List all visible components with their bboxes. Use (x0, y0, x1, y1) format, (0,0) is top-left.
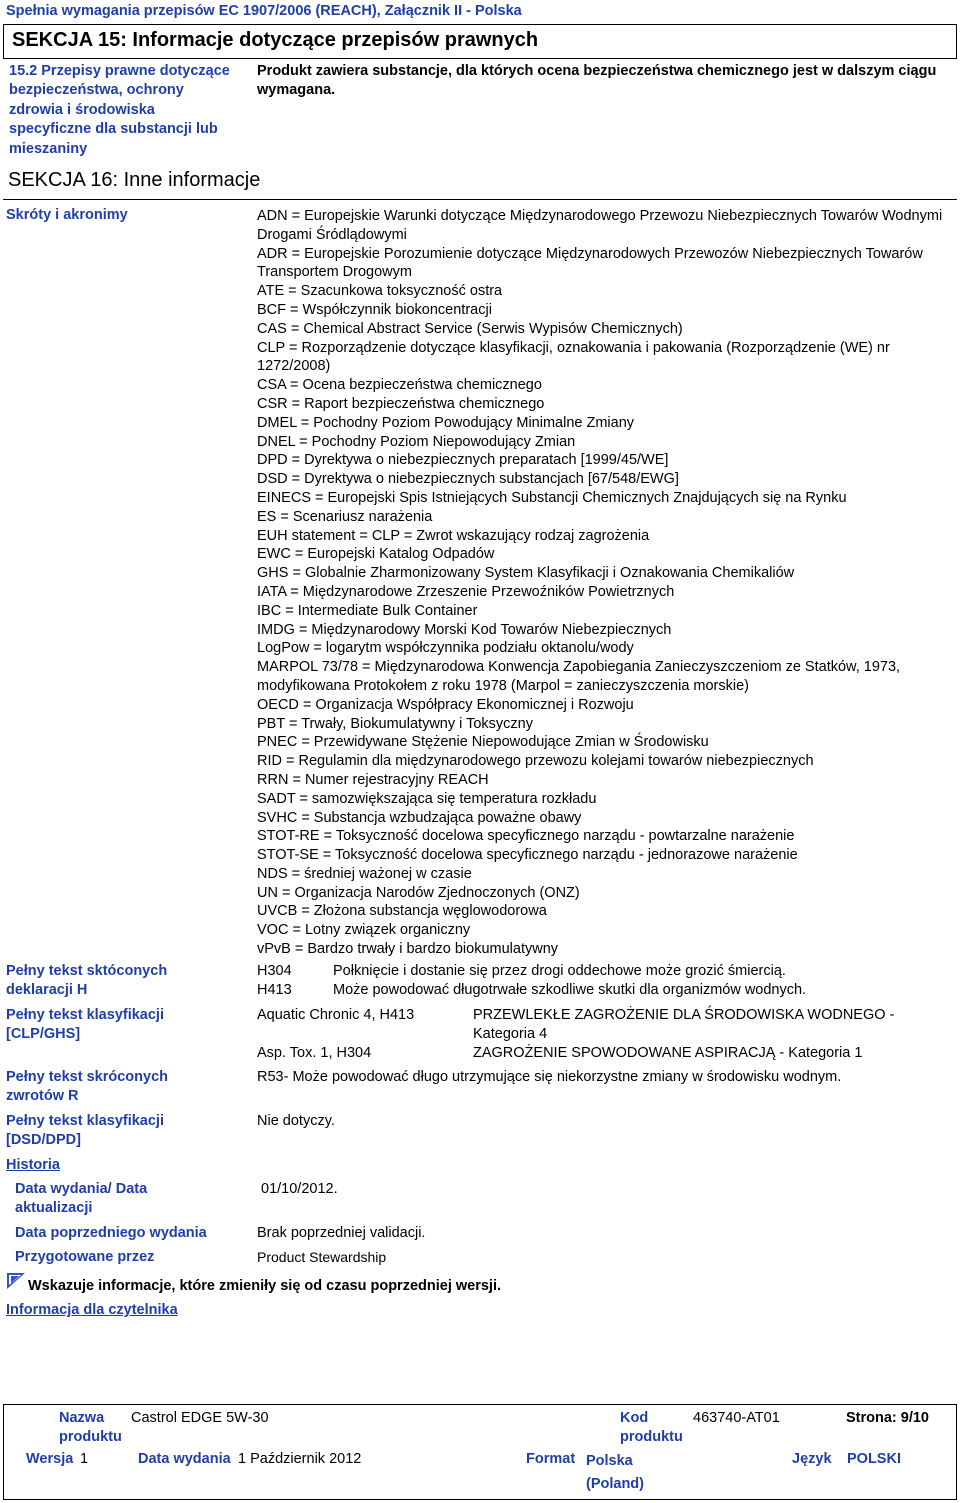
dsd-classification-text: Nie dotyczy. (257, 1113, 335, 1129)
abbreviation-entry: vPvB = Bardzo trwały i bardzo biokumulatywny (257, 941, 559, 958)
abbreviation-entry: CLP = Rozporządzenie dotyczące klasyfikacji, oznakowania i pakowania (Rozporządzenie (WE) nr 1272/2008) (257, 339, 890, 375)
change-note: Wskazuje informacje, które zmieniły się od czasu poprzedniej wersji. (28, 1278, 502, 1294)
h-statement-code: H413 (257, 982, 292, 998)
abbreviations-label: Skróty i akronimy (6, 207, 128, 223)
footer-issue-date-value: 1 Październik 2012 (238, 1451, 362, 1467)
footer-issue-date-label: Data wydania (138, 1451, 231, 1467)
subsection-15-2-text: Produkt zawiera substancje, dla których ocena bezpieczeństwa chemicznego jest w dalszym ciągu wymagana. (257, 63, 937, 99)
abbreviation-entry: BCF = Współczynnik biokoncentracji (257, 301, 492, 318)
abbreviation-entry: CAS = Chemical Abstract Service (Serwis Wypisów Chemicznych) (257, 320, 683, 337)
reader-info-link[interactable]: Informacja dla czytelnika (6, 1302, 178, 1318)
prepared-by-label: Przygotowane przez (15, 1249, 155, 1265)
previous-issue-label: Data poprzedniego wydania (15, 1225, 207, 1241)
footer-format-label: Format (526, 1451, 576, 1467)
section-16-title: SEKCJA 16: Inne informacje (8, 169, 261, 191)
h-statement-text: Połknięcie i dostanie się przez drogi oddechowe może grozić śmiercią. (333, 963, 786, 979)
footer-version-label: Wersja (26, 1451, 74, 1467)
abbreviation-entry: UVCB = Złożona substancja węglowodorowa (257, 903, 547, 920)
h-statement-text: Może powodować długotrwałe szkodliwe skutki dla organizmów wodnych. (333, 982, 807, 998)
abbreviation-entry: RID = Regulamin dla międzynarodowego przewozu kolejami towarów niebezpiecznych (257, 753, 814, 770)
footer-language-value: POLSKI (847, 1451, 901, 1467)
clp-classification-code: Aquatic Chronic 4, H413 (257, 1007, 415, 1023)
abbreviation-entry: CSA = Ocena bezpieczeństwa chemicznego (257, 377, 542, 394)
r-phrases-text: R53- Może powodować długo utrzymujące się niekorzystne zmiany w środowisku wodnym. (257, 1069, 842, 1085)
abbreviation-entry: SVHC = Substancja wzbudzająca poważne obawy (257, 809, 582, 826)
footer-version-value: 1 (80, 1451, 89, 1467)
abbreviation-entry: PNEC = Przewidywane Stężenie Niepowodujące Zmian w Środowisku (257, 734, 709, 751)
abbreviation-entry: MARPOL 73/78 = Międzynarodowa Konwencja Zapobiegania Zanieczyszczeniom ze Statków, 1973, modyfikowana Protokołem z roku 1978 (Marpol = zanieczyszczenia morskie) (257, 659, 901, 694)
h-statements-label: Pełny tekst sktóconych deklaracji H (6, 963, 168, 999)
footer-page-number: Strona: 9/10 (846, 1410, 929, 1426)
clp-classification-text: ZAGROŻENIE SPOWODOWANE ASPIRACJĄ - Kategoria 1 (473, 1045, 863, 1061)
abbreviation-entry: GHS = Globalnie Zharmonizowany System Klasyfikacji i Oznakowania Chemikaliów (257, 565, 795, 582)
abbreviation-entry: DNEL = Pochodny Poziom Niepowodujący Zmian (257, 433, 576, 450)
footer-language-label: Język (792, 1451, 832, 1467)
issue-date-value: 01/10/2012. (261, 1181, 338, 1197)
footer-product-name-value: Castrol EDGE 5W-30 (131, 1410, 269, 1426)
r-phrases-label: Pełny tekst skróconych zwrotów R (6, 1069, 168, 1105)
footer-product-code-value: 463740-AT01 (693, 1410, 780, 1426)
abbreviation-entry: IATA = Międzynarodowe Zrzeszenie Przewoźników Powietrznych (257, 583, 675, 600)
abbreviation-entry: STOT-RE = Toksyczność docelowa specyficznego narządu - powtarzalne narażenie (257, 828, 795, 845)
footer-product-name-label: Nazwa produktu (59, 1410, 122, 1445)
abbreviation-entry: CSR = Raport bezpieczeństwa chemicznego (257, 395, 545, 412)
abbreviation-entry: LogPow = logarytm współczynnika podziału oktanolu/wody (257, 640, 634, 657)
abbreviation-entry: EUH statement = CLP = Zwrot wskazujący rodzaj zagrożenia (257, 527, 650, 544)
section-15-heading-box (3, 24, 957, 59)
prepared-by-value: Product Stewardship (257, 1249, 387, 1265)
abbreviation-entry: NDS = średniej ważonej w czasie (257, 865, 472, 882)
abbreviation-entry: STOT-SE = Toksyczność docelowa specyficznego narządu - jednorazowe narażenie (257, 847, 798, 864)
dsd-classification-label: Pełny tekst klasyfikacji [DSD/DPD] (6, 1113, 164, 1149)
abbreviation-entry: ES = Scenariusz narażenia (257, 508, 433, 525)
history-label: Historia (6, 1157, 60, 1173)
abbreviation-entry: EWC = Europejski Katalog Odpadów (257, 546, 495, 563)
abbreviation-entry: UN = Organizacja Narodów Zjednoczonych (ONZ) (257, 884, 580, 901)
abbreviation-entry: PBT = Trwały, Biokumulatywny i Toksyczny (257, 715, 533, 732)
abbreviations-list (257, 207, 957, 959)
abbreviation-entry: SADT = samozwiększająca się temperatura rozkładu (257, 790, 597, 807)
abbreviation-entry: DPD = Dyrektywa o niebezpiecznych preparatach [1999/45/WE] (257, 452, 669, 469)
abbreviation-entry: IMDG = Międzynarodowy Morski Kod Towarów Niebezpiecznych (257, 621, 672, 638)
h-statement-code: H304 (257, 963, 292, 979)
abbreviation-entry: DMEL = Pochodny Poziom Powodujący Minimalne Zmiany (257, 414, 635, 431)
section-16-divider (3, 199, 957, 200)
abbreviation-entry: ADN = Europejskie Warunki dotyczące Międzynarodowego Przewozu Niebezpiecznych Towarów Wodnymi Drogami Śródlądowymi (257, 208, 943, 243)
subsection-15-2-label: 15.2 Przepisy prawne dotyczące bezpieczeństwa, ochrony zdrowia i środowiska specyficzne dla substancji lub mieszaniny (9, 63, 230, 157)
clp-classification-text: PRZEWLEKŁE ZAGROŻENIE DLA ŚRODOWISKA WODNEGO - Kategoria 4 (473, 1007, 895, 1043)
abbreviation-entry: RRN = Numer rejestracyjny REACH (257, 771, 489, 788)
abbreviation-entry: ATE = Szacunkowa toksyczność ostra (257, 283, 503, 300)
clp-classification-label: Pełny tekst klasyfikacji [CLP/GHS] (6, 1007, 164, 1043)
abbreviation-entry: EINECS = Europejski Spis Istniejących Substancji Chemicznych Znajdujących się na Rynku (257, 489, 847, 506)
abbreviation-entry: ADR = Europejskie Porozumienie dotyczące Międzynarodowych Przewozów Niebezpiecznych Towarów Transportem Drogowym (257, 245, 923, 281)
document-header: Spełnia wymagania przepisów EC 1907/2006 (REACH), Załącznik II - Polska (6, 3, 522, 19)
section-15-title: SEKCJA 15: Informacje dotyczące przepisów prawnych (12, 29, 539, 51)
footer-product-code-label: Kod produktu (620, 1410, 683, 1445)
abbreviation-entry: OECD = Organizacja Współpracy Ekonomicznej i Rozwoju (257, 696, 634, 713)
footer-format-value: Polska (Poland) (586, 1453, 644, 1492)
abbreviation-entry: IBC = Intermediate Bulk Container (257, 602, 478, 619)
clp-classification-code: Asp. Tox. 1, H304 (257, 1045, 372, 1061)
page-footer (3, 1404, 957, 1500)
change-marker-icon (7, 1273, 25, 1289)
abbreviation-entry: DSD = Dyrektywa o niebezpiecznych substancjach [67/548/EWG] (257, 471, 679, 488)
issue-date-label: Data wydania/ Data aktualizacji (15, 1181, 148, 1217)
previous-issue-value: Brak poprzedniej validacji. (257, 1225, 426, 1241)
abbreviation-entry: VOC = Lotny związek organiczny (257, 922, 471, 939)
